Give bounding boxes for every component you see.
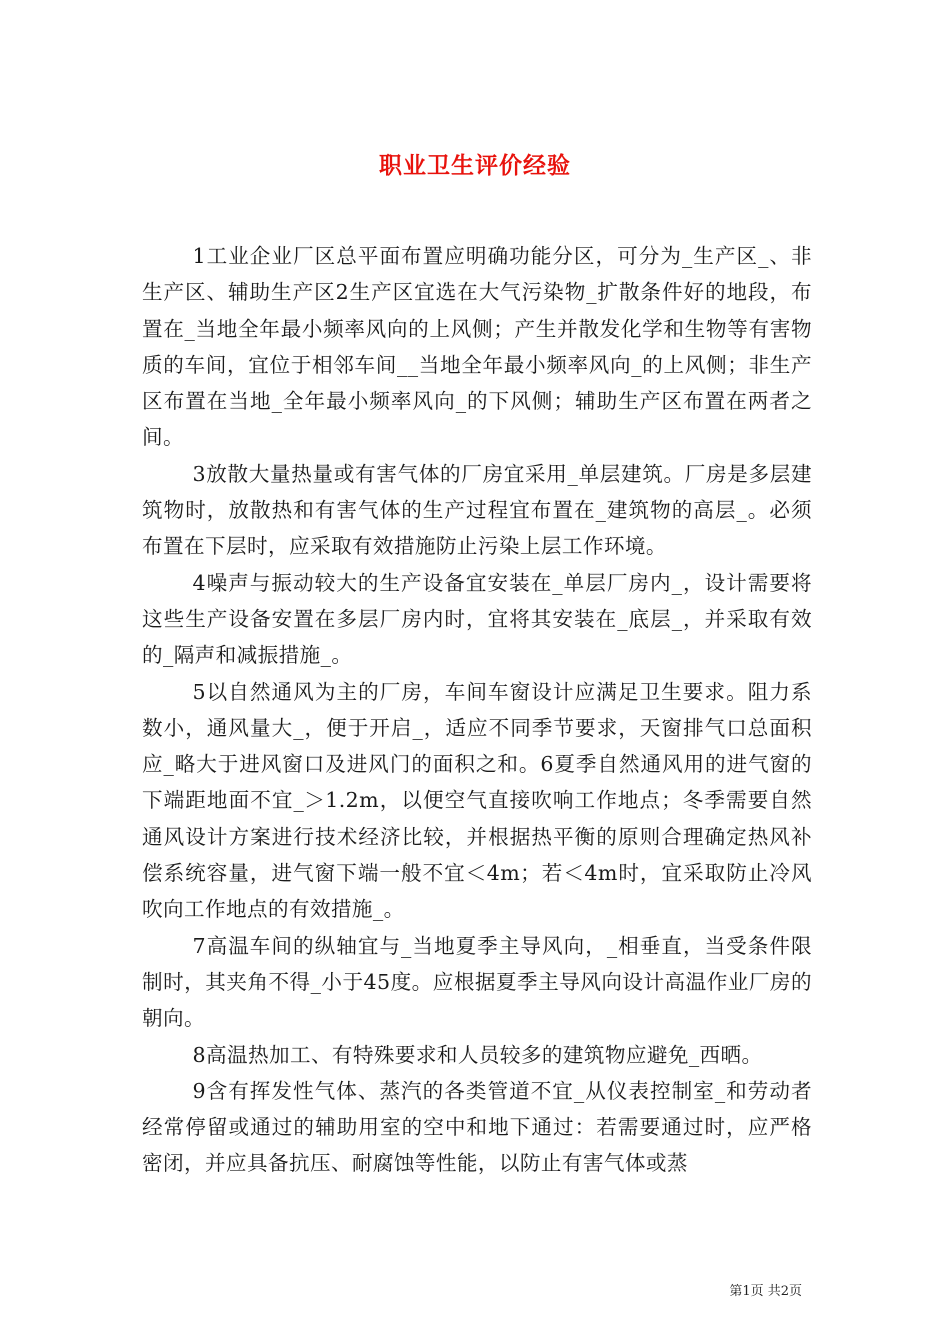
document-title: 职业卫生评价经验 xyxy=(379,152,571,180)
paragraph-1: 1工业企业厂区总平面布置应明确功能分区，可分为_生产区_、非生产区、辅助生产区2生产区宜选在大气污染物_扩散条件好的地段，布置在_当地全年最小频率风向的上风侧；产生并散发化学和生物等有害物质的车间，宜位于相邻车间__当地全年最小频率风向_的上风侧；非生产区布置在当地_全年最小频率风向_的下风侧；辅助生产区布置在两者之间。 xyxy=(142,244,812,450)
paragraph-6: 8高温热加工、有特殊要求和人员较多的建筑物应避免_西晒。 xyxy=(192,1042,763,1067)
document-body xyxy=(142,238,812,1182)
paragraph-7: 9含有挥发性气体、蒸汽的各类管道不宜_从仪表控制室_和劳动者经常停留或通过的辅助用室的空中和地下通过：若需要通过时，应严格密闭，并应具备抗压、耐腐蚀等性能，以防止有害气体或蒸 xyxy=(142,1078,812,1176)
paragraph-3: 4噪声与振动较大的生产设备宜安装在_单层厂房内_，设计需要将这些生产设备安置在多层厂房内时，宜将其安装在_底层_，并采取有效的_隔声和减振措施_。 xyxy=(142,570,812,668)
paragraph-4: 5以自然通风为主的厂房，车间车窗设计应满足卫生要求。阻力系数小，通风量大_，便于开启_，适应不同季节要求，天窗排气口总面积应_略大于进风窗口及进风门的面积之和。6夏季自然通风用的进气窗的下端距地面不宜_＞1.2m，以便空气直接吹响工作地点；冬季需要自然通风设计方案进行技术经济比较，并根据热平衡的原则合理确定热风补偿系统容量，进气窗下端一般不宜＜4m；若＜4m时，宜采取防止冷风吹向工作地点的有效措施_。 xyxy=(142,679,812,922)
paragraph-2: 3放散大量热量或有害气体的厂房宜采用_单层建筑。厂房是多层建筑物时，放散热和有害气体的生产过程宜布置在_建筑物的高层_。必须布置在下层时，应采取有效措施防止污染上层工作环境。 xyxy=(142,461,812,559)
page-number: 第1页 共2页 xyxy=(729,1284,802,1299)
paragraph-5: 7高温车间的纵轴宜与_当地夏季主导风向，_相垂直，当受条件限制时，其夹角不得_小于45度。应根据夏季主导风向设计高温作业厂房的朝向。 xyxy=(142,933,812,1031)
